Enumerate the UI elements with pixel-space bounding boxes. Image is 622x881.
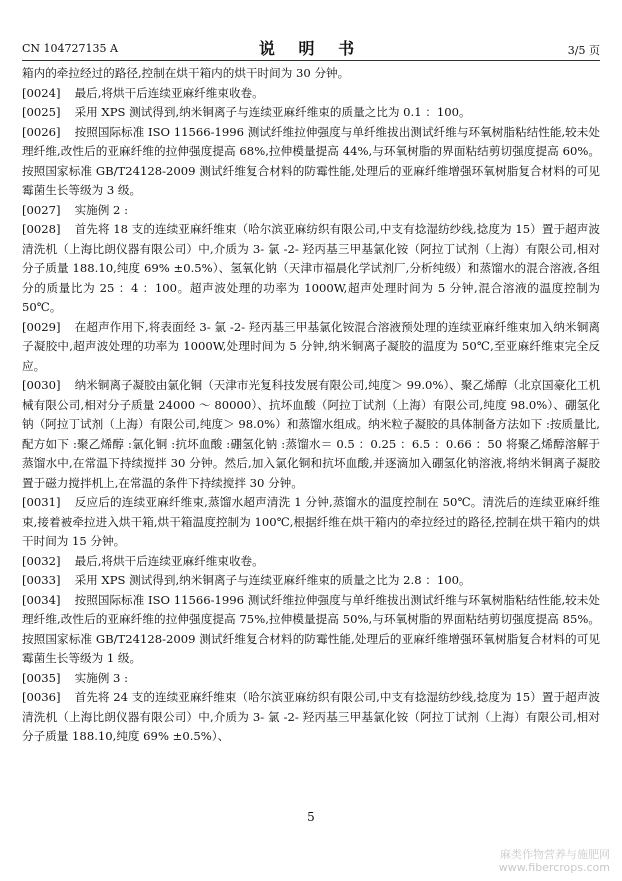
paragraph-number: [0027] (22, 202, 61, 217)
paragraph-number: [0034] (22, 592, 61, 607)
paragraph-number: [0031] (22, 495, 61, 509)
patent-number: CN 104727135 A (22, 42, 118, 55)
paragraph-number: [0029] (22, 319, 61, 334)
watermark-site-name: 麻类作物营养与施肥网 (500, 848, 610, 861)
paragraph-0028 (22, 220, 600, 318)
paragraph-number: [0032] (22, 553, 61, 568)
paragraph-number: [0024] (22, 85, 61, 100)
paragraph-number: [0028] (22, 222, 61, 236)
page-count: 3/5 页 (567, 44, 600, 57)
site-watermark (499, 848, 610, 874)
watermark-url: www.fibercrops.com (498, 861, 610, 874)
paragraph-number: [0033] (22, 573, 61, 587)
paragraph-0032 (22, 552, 600, 572)
document-title: 说 明 书 (258, 39, 364, 58)
paragraph-number: [0025] (22, 105, 61, 119)
header-divider (22, 60, 600, 61)
paragraph-0030 (22, 376, 600, 493)
paragraph-0026 (22, 123, 600, 201)
paragraph-0031 (22, 493, 600, 552)
paragraph-text: 反应后的连续亚麻纤维束,蒸馏水超声清洗 1 分钟,蒸馏水的温度控制在 50℃。清洗后的连续亚麻纤维束,接着被牵拉进入烘干箱,烘干箱温度控制为 100℃,根据纤维在烘干箱内的牵拉经过的路径,控制在烘干箱内的烘干时间为 15 分钟。 (22, 495, 600, 548)
paragraph-text: 在超声作用下,将表面经 3- 氯 -2- 羟丙基三甲基氯化铵混合溶液预处理的连续亚麻纤维束加入纳米铜离子凝胶中,超声波处理的功率为 1000W,处理时间为 5 分钟,纳米铜离子凝胶的温度为 50℃,至亚麻纤维束完全反应。 (22, 319, 600, 373)
page-number: 5 (307, 810, 315, 824)
paragraph-0035 (22, 669, 600, 689)
paragraph-text: 首先将 24 支的连续亚麻纤维束（哈尔滨亚麻纺织有限公司,中支有捻湿纺纱线,捻度为 15）置于超声波清洗机（上海比朗仪器有限公司）中,介质为 3- 氯 -2- 羟丙基三甲基氯化铵（阿拉丁试剂（上海）有限公司,相对分子质量 188.10,纯度 69% ±0.5%）、 (22, 690, 600, 743)
paragraph-text: 最后,将烘干后连续亚麻纤维束收卷。 (74, 85, 264, 100)
paragraph-0029 (22, 318, 600, 377)
paragraph-text: 采用 XPS 测试得到,纳米铜离子与连续亚麻纤维束的质量之比为 2.8 ：100。 (74, 573, 471, 587)
paragraph-0036 (22, 688, 600, 747)
paragraph-text: 最后,将烘干后连续亚麻纤维束收卷。 (74, 553, 264, 568)
paragraph-number: [0036] (22, 690, 61, 704)
paragraph-text: 实施例 3 : (74, 670, 128, 685)
paragraph-text: 采用 XPS 测试得到,纳米铜离子与连续亚麻纤维束的质量之比为 0.1 ：100。 (74, 105, 471, 119)
paragraph-0025 (22, 103, 600, 123)
paragraph-number: [0035] (22, 670, 61, 685)
paragraph-text: 按照国际标准 ISO 11566-1996 测试纤维拉伸强度与单纤维拔出测试纤维与环氧树脂粘结性能,较未处理纤维,改性后的亚麻纤维的拉伸强度提高 68%,拉伸模量提高 44%,与环氧树脂的界面粘结剪切强度提高 60%。按照国家标准 GB/T24128-2009 测试纤维复合材料的防霉性能,处理后的亚麻纤维增强环氧树脂复合材料的可见霉菌生长等级为 3 级。 (22, 124, 600, 197)
paragraph-text: 纳米铜离子凝胶由氯化铜（天津市光复科技发展有限公司,纯度＞ 99.0%）、聚乙烯醇（北京国豪化工机械有限公司,相对分子质量 24000 ～ 80000）、抗坏血酸（阿拉丁试剂（上海）有限公司,纯度 98.0%）、硼氢化钠（阿拉丁试剂（上海）有限公司,纯度＞ 98.0%）和蒸馏水组成。纳米粒子凝胶的具体制备方法如下 :按质量比,配方如下 :聚乙烯醇 :氯化铜 :抗坏血酸 :硼氢化钠 :蒸馏水＝ 0.5 ：0.25 ：6.5 ：0.66 ：50 将聚乙烯醇溶解于蒸馏水中,在常温下持续搅拌 30 分钟。然后,加入氯化铜和抗坏血酸,并逐滴加入硼氢化钠溶液,将纳米铜离子凝胶置于磁力搅拌机上,在常温的条件下持续搅拌 30 分钟。 (22, 378, 600, 490)
paragraph-text: 实施例 2 : (74, 202, 128, 217)
intro-line: 箱内的牵拉经过的路径,控制在烘干箱内的烘干时间为 30 分钟。 (22, 66, 350, 80)
paragraph-0034 (22, 591, 600, 669)
paragraph-text: 按照国际标准 ISO 11566-1996 测试纤维拉伸强度与单纤维拔出测试纤维与环氧树脂粘结性能,较未处理纤维,改性后的亚麻纤维的拉伸强度提高 75%,拉伸模量提高 50%,与环氧树脂的界面粘结剪切强度提高 85%。按照国家标准 GB/T24128-2009 测试纤维复合材料的防霉性能,处理后的亚麻纤维增强环氧树脂复合材料的可见霉菌生长等级为 1 级。 (22, 592, 600, 665)
paragraph-0033 (22, 571, 600, 591)
paragraph-0024 (22, 84, 600, 104)
paragraph-number: [0030] (22, 378, 61, 392)
paragraph-text: 首先将 18 支的连续亚麻纤维束（哈尔滨亚麻纺织有限公司,中支有捻湿纺纱线,捻度为 15）置于超声波清洗机（上海比朗仪器有限公司）中,介质为 3- 氯 -2- 羟丙基三甲基氯化铵（阿拉丁试剂（上海）有限公司,相对分子质量 188.10,纯度 69% ±0.5%）、氢氧化钠（天津市福晨化学试剂厂,分析纯级）和蒸馏水的混合溶液,各组分的质量比为 25 ：4 ：100。超声波处理的功率为 1000W,超声处理时间为 5 分钟,混合溶液的温度控制为 50℃。 (22, 222, 600, 314)
page-header (22, 36, 600, 58)
document-body (22, 64, 600, 747)
paragraph-0027 (22, 201, 600, 221)
paragraph-number: [0026] (22, 124, 61, 139)
